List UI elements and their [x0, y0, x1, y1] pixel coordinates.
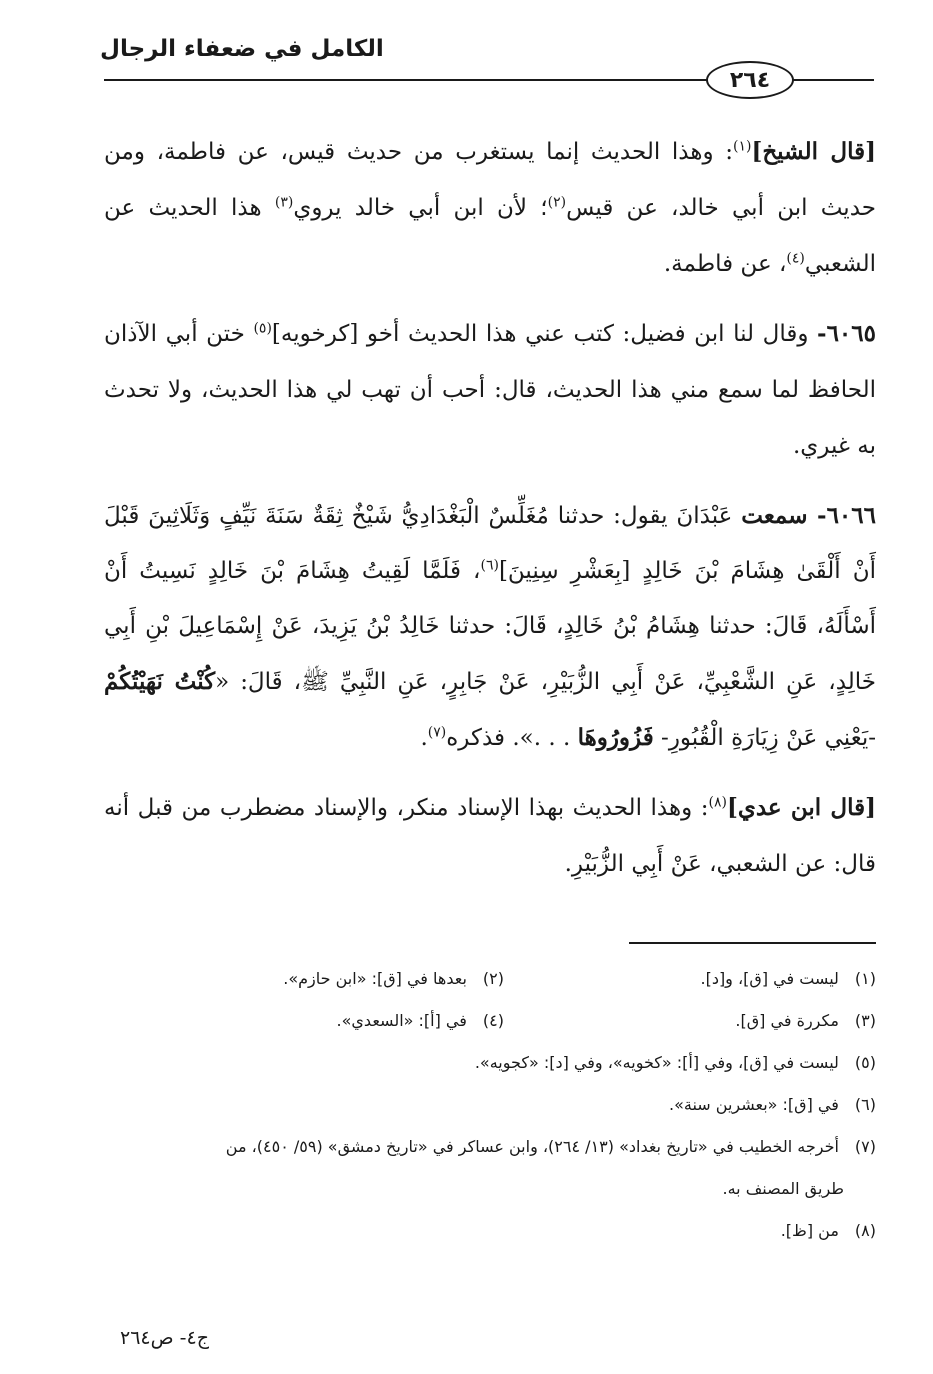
footnote-2 [132, 958, 504, 1000]
footnote-text: في [ق]: «بعشرين سنة». [668, 1095, 839, 1114]
footnote-number: (٧) [854, 1137, 876, 1156]
footnote-7 [104, 1126, 876, 1210]
paragraph-6066-text-d: . . .». فذكره [446, 725, 578, 751]
paragraph-1 [104, 124, 876, 292]
footnotes [104, 958, 876, 1252]
footnote-text: أخرجه الخطيب في «تاريخ بغداد» (١٣/ ٢٦٤)، وابن عساكر في «تاريخ دمشق» (٥٩/ ٤٥٠)، من [225, 1137, 839, 1156]
footnote-row [104, 958, 876, 1000]
footnote-number: (٤) [482, 1011, 504, 1030]
footnote-text-continued: طريق المصنف به. [722, 1179, 844, 1198]
entry-number-6066: ٦٠٦٦- [817, 502, 876, 529]
footnote-text: من [ظ]. [780, 1221, 839, 1240]
footnote-number: (٥) [854, 1053, 876, 1072]
running-header-title: الكامل في ضعفاء الرجال [100, 36, 384, 62]
entry-number-6065: ٦٠٦٥- [817, 320, 876, 347]
footnote-separator [629, 942, 876, 944]
paragraph-ibn-adi-text: : وهذا الحديث بهذا الإسناد منكر، والإسناد مضطرب من قبل أنه قال: عن الشعبي، عَنْ أَبِي الزُّبَيْرِ. [104, 795, 876, 877]
footnote-text: بعدها في [ق]: «ابن حازم». [283, 969, 467, 988]
hadith-text-2: فَزُورُوهَا [577, 724, 654, 751]
paragraph-6066-text-b: ، فَلَمَّا لَقِيتُ هِشَامَ بْنَ خَالِدٍ نَسِيتُ أَنْ أَسْأَلَهُ، قَالَ: حدثنا هِشَامُ بْنُ خَالِدٍ، قَالَ: حدثنا خَالِدُ بْنُ يَزِيدَ، عَنْ إِسْمَاعِيلَ بْنِ أَبِي خَالِدٍ، عَنِ الشَّعْبِيِّ، عَنْ أَبِي الزُّبَيْرِ، عَنْ جَابِرٍ، عَنِ النَّبِيِّ ﷺ، قَالَ: « [104, 558, 877, 695]
paragraph-1-text-d: ، عن فاطمة. [663, 251, 787, 277]
paragraph-1-text-a: : وهذا الحديث إنما يستغرب من حديث قيس، عن فاطمة، ومن حديث ابن أبي خالد، عن قيس [104, 139, 877, 221]
footnote-number: (٦) [854, 1095, 876, 1114]
paragraph-1-text-c: هذا الحديث عن الشعبي [104, 195, 876, 277]
footnote-number: (٨) [854, 1221, 876, 1240]
footnote-text: في [أ]: «السعدي». [336, 1011, 467, 1030]
paragraph-6065 [104, 306, 876, 474]
footnote-ref-1: (١) [732, 138, 752, 155]
footnote-text: ليست في [ق]، وفي [أ]: «كخويه»، وفي [د]: «كجويه». [474, 1053, 839, 1072]
speaker-label-ibn-adi: [قال ابن عدي] [726, 794, 876, 821]
footnote-ref-4: (٤) [786, 250, 805, 267]
page-number: ٢٦٤ [729, 67, 771, 93]
volume-page-footer: ج٤- ص٢٦٤ [120, 1327, 209, 1349]
footnote-number: (٣) [854, 1011, 876, 1030]
speaker-label: [قال الشيخ] [751, 138, 876, 165]
hadith-text-1: كُنْتُ نَهَيْتُكُمْ [104, 668, 216, 695]
paragraph-6066-text-a: عَبْدَانَ يقول: حدثنا مُغَلِّسٌ الْبَغْدَادِيُّ شَيْخٌ ثِقَةٌ سَنَةَ نَيِّفٍ وَثَلَاثِينَ قَبْلَ أَنْ أَلْقَىٰ هِشَامَ بْنَ خَالِدٍ [بِعَشْرِ سِنِينَ] [104, 503, 876, 584]
entry-6066-lead: سمعت [741, 502, 818, 529]
footnote-6 [104, 1084, 876, 1126]
main-text [104, 124, 876, 906]
page-number-badge [706, 61, 794, 99]
footnote-number: (١) [854, 969, 876, 988]
paragraph-ibn-adi [104, 780, 876, 892]
footnote-8 [104, 1210, 876, 1252]
footnote-ref-2: (٢) [547, 194, 567, 211]
footnote-text: ليست في [ق]، و[د]. [700, 969, 839, 988]
paragraph-6065-text-a: وقال لنا ابن فضيل: كتب عني هذا الحديث أخو [كرخويه] [271, 321, 818, 347]
paragraph-6066-text-e: . [420, 725, 428, 751]
footnote-1 [504, 958, 876, 1000]
footnote-ref-7: (٧) [427, 724, 447, 741]
footnote-text: مكررة في [ق]. [735, 1011, 839, 1030]
footnote-ref-6: (٦) [480, 557, 499, 574]
footnote-ref-3: (٣) [274, 194, 294, 211]
paragraph-6066 [104, 488, 876, 766]
footnote-ref-8: (٨) [708, 794, 727, 811]
footnote-ref-5: (٥) [253, 320, 272, 337]
footnote-5 [104, 1042, 876, 1084]
footnote-4 [132, 1000, 504, 1042]
footnote-3 [504, 1000, 876, 1042]
paragraph-6065-text-b: ختن أبي الآذان الحافظ لما سمع مني هذا الحديث، قال: أحب أن تهب لي هذا الحديث، ولا تحدث به غيري. [104, 321, 876, 459]
paragraph-1-text-b: ؛ لأن ابن أبي خالد يروي [293, 195, 548, 221]
footnote-number: (٢) [482, 969, 504, 988]
footnote-row [104, 1000, 876, 1042]
paragraph-6066-text-c: -يَعْنِي عَنْ زِيَارَةِ الْقُبُورِ- [653, 725, 876, 751]
